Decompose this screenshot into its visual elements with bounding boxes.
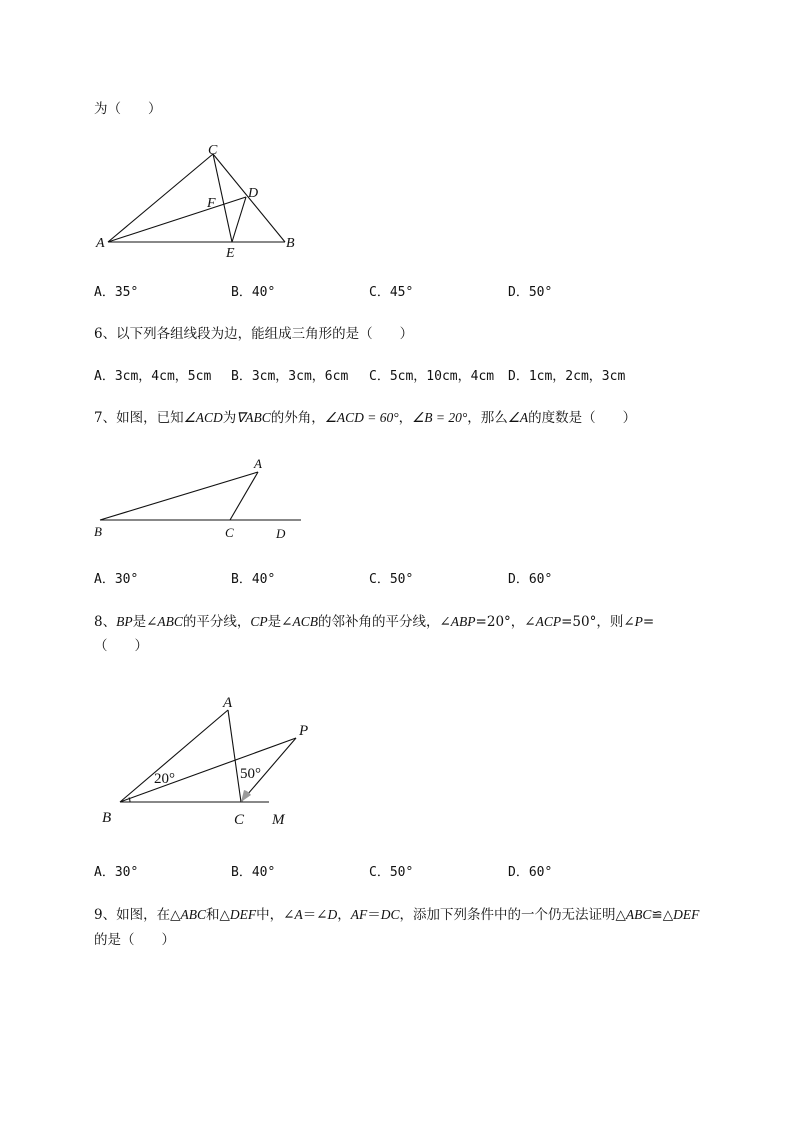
label-B: B: [102, 810, 112, 826]
label-D: D: [276, 526, 286, 541]
q5-option-d: D．50°: [508, 285, 553, 300]
question-8-figure: [96, 690, 326, 830]
question-8-stem: 8、BP是∠ABC的平分线，CP是∠ACB的邻补角的平分线，∠ABP=20°，∠ACP=50°，则∠P=: [94, 614, 655, 630]
label-P: P: [299, 723, 309, 739]
label-A: A: [254, 456, 262, 471]
q8-option-b: B．40°: [231, 865, 276, 880]
label-C: C: [234, 812, 245, 828]
q8-option-a: A．30°: [94, 865, 139, 880]
label-E: E: [226, 246, 235, 261]
label-D: D: [248, 186, 259, 201]
label-A: A: [223, 695, 233, 711]
q7-option-d: D．60°: [508, 572, 553, 587]
q7-option-a: A．30°: [94, 572, 139, 587]
question-7-stem: 7、如图，已知∠ACD为∇ABC的外角，∠ACD = 60°，∠B = 20°，那么∠A的度数是（ ）: [94, 410, 637, 426]
q6-option-c: C．5cm，10cm，4cm: [369, 369, 495, 384]
q5-option-b: B．40°: [231, 285, 276, 300]
q7-option-c: C．50°: [369, 572, 414, 587]
q5-option-a: A．35°: [94, 285, 139, 300]
q8-option-d: D．60°: [508, 865, 553, 880]
q6-option-a: A．3cm，4cm，5cm: [94, 369, 212, 384]
q6-option-d: D．1cm，2cm，3cm: [508, 369, 626, 384]
question-9-stem-line2: 的是（ ）: [94, 932, 175, 948]
question-6-stem: 6、以下列各组线段为边，能组成三角形的是（ ）: [94, 326, 414, 342]
question-9-stem: 9、如图，在△ABC和△DEF中，∠A＝∠D，AF＝DC，添加下列条件中的一个仍无法证明△ABC≌△DEF: [94, 907, 700, 923]
q6-option-b: B．3cm，3cm，6cm: [231, 369, 349, 384]
q5-option-c: C．45°: [369, 285, 414, 300]
angle-label-20: 20°: [154, 771, 175, 787]
label-M: M: [272, 812, 285, 828]
q8-option-c: C．50°: [369, 865, 414, 880]
angle-label-50: 50°: [240, 766, 261, 782]
label-C: C: [225, 525, 234, 540]
question-8-stem-line2: （ ）: [94, 638, 148, 654]
label-A: A: [96, 236, 105, 251]
question-7-figure: [88, 452, 318, 542]
question-5-figure: [90, 140, 310, 260]
label-B: B: [286, 236, 295, 251]
label-B: B: [94, 524, 102, 539]
q7-option-b: B．40°: [231, 572, 276, 587]
label-F: F: [207, 196, 216, 211]
label-C: C: [208, 143, 218, 158]
question-5-stem-fragment: 为（ ）: [94, 101, 162, 117]
